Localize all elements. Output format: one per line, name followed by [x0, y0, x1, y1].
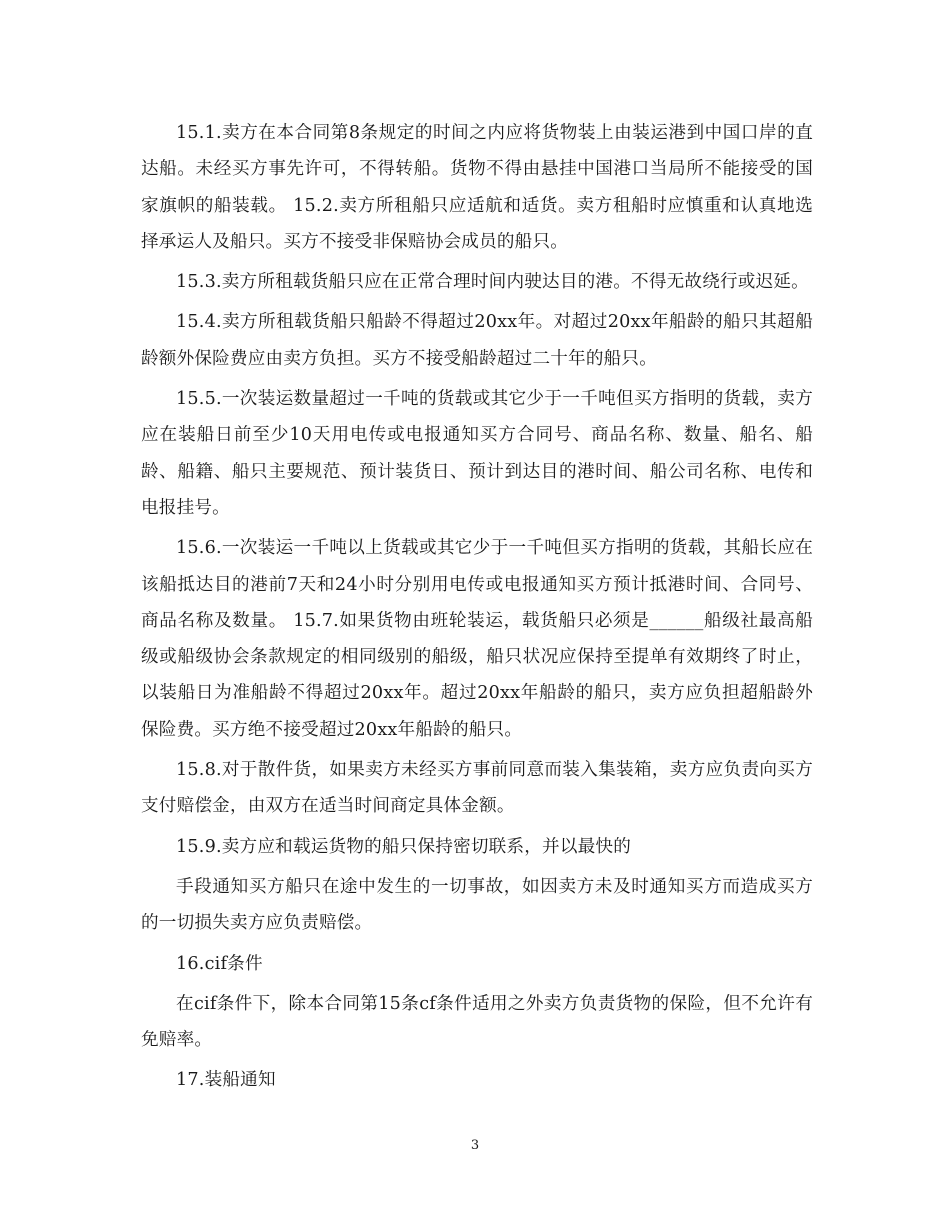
heading-16-cif: 16.cif条件 [176, 953, 263, 974]
page-number: 3 [470, 1138, 480, 1153]
heading-17-shipping-notice: 17.装船通知 [176, 1070, 276, 1091]
document-body [141, 115, 813, 1103]
paragraph-15-6: 15.6.一次装运一千吨以上货载或其它少于一千吨但买方指明的货载，其船长应在该船抵达目的港前7天和24小时分别用电传或电报通知买方预计抵港时间、合同号、商品名称及数量。 15.7.如果货物由班轮装运，载货船只必须是______船级社最高船级或船级协会条款规定的相同级别的船级，船只状况应保持至提单有效期终了时止，以装船日为准船龄不得超过20xx年。超过20xx年船龄的船只，卖方应负担超船龄外保险费。买方绝不接受超过20xx年船龄的船只。 [141, 538, 813, 740]
paragraph-15-9: 15.9.卖方应和载运货物的船只保持密切联系，并以最快的 [176, 836, 632, 857]
paragraph-16-body: 在cif条件下，除本合同第15条cf条件适用之外卖方负责货物的保险，但不允许有免赔率。 [141, 993, 813, 1051]
paragraph-15-3: 15.3.卖方所租载货船只应在正常合理时间内驶达目的港。不得无故绕行或迟延。 [176, 272, 809, 293]
paragraph-15-9-continued: 手段通知买方船只在途中发生的一切事故，如因卖方未及时通知买方而造成买方的一切损失卖方应负责赔偿。 [141, 876, 813, 934]
paragraph-15-1: 15.1.卖方在本合同第8条规定的时间之内应将货物装上由装运港到中国口岸的直达船。未经买方事先许可，不得转船。货物不得由悬挂中国港口当局所不能接受的国家旗帜的船装载。 15.2.卖方所租船只应适航和适货。卖方租船时应慎重和认真地选择承运人及船只。买方不接受非保赔协会成员的船只。 [141, 123, 813, 252]
paragraph-15-8: 15.8.对于散件货，如果卖方未经买方事前同意而装入集装箱，卖方应负责向买方支付赔偿金，由双方在适当时间商定具体金额。 [141, 760, 813, 817]
paragraph-15-4: 15.4.卖方所租载货船只船龄不得超过20xx年。对超过20xx年船龄的船只其超船龄额外保险费应由卖方负担。买方不接受船龄超过二十年的船只。 [141, 312, 813, 369]
paragraph-15-5: 15.5.一次装运数量超过一千吨的货载或其它少于一千吨但买方指明的货载，卖方应在装船日前至少10天用电传或电报通知买方合同号、商品名称、数量、船名、船龄、船籍、船只主要规范、预计装货日、预计到达目的港时间、船公司名称、电传和电报挂号。 [141, 389, 813, 518]
